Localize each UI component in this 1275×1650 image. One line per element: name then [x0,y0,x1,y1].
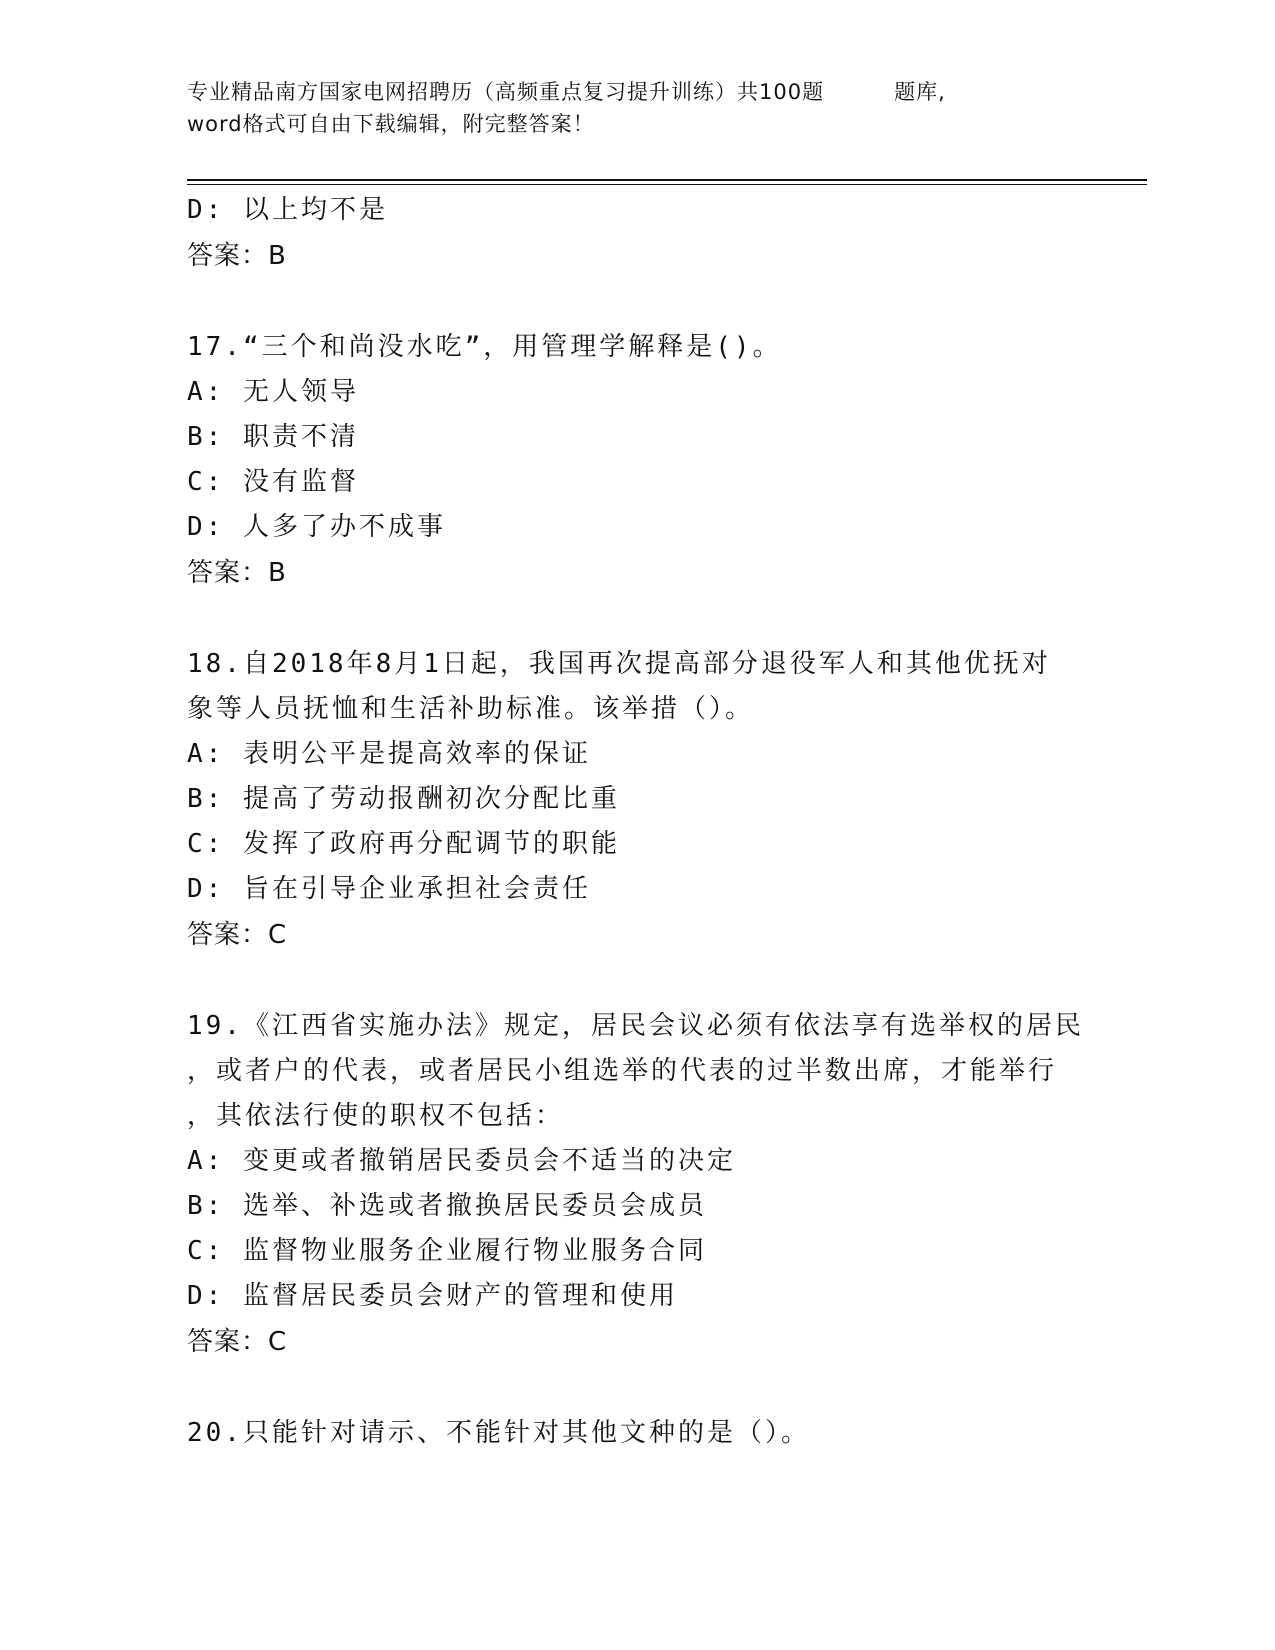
answer: 答案：B [187,558,287,588]
option-b: B: 职责不清 [187,422,359,452]
option-d: D: 以上均不是 [187,195,388,225]
question-18 [187,642,1087,958]
option-b: B: 提高了劳动报酬初次分配比重 [187,784,620,814]
option-d: D: 人多了办不成事 [187,512,446,542]
question-17 [187,325,1087,596]
option-b: B: 选举、补选或者撤换居民委员会成员 [187,1191,707,1221]
page-header [187,76,1107,140]
header-title-suffix: 题库, [894,80,946,104]
answer: 答案：C [187,1327,288,1357]
option-a: A: 无人领导 [187,377,359,407]
question-text: 18.自2018年8月1日起，我国再次提高部分退役军人和其他优抚对 [187,649,1051,679]
question-text: 17.“三个和尚没水吃”，用管理学解释是()。 [187,332,782,362]
option-c: C: 监督物业服务企业履行物业服务合同 [187,1236,707,1266]
question-list [187,188,1087,1456]
option-a: A: 表明公平是提高效率的保证 [187,739,591,769]
option-d: D: 旨在引导企业承担社会责任 [187,874,591,904]
question-text: 19.《江西省实施办法》规定，居民会议必须有依法享有选举权的居民 [187,1011,1084,1041]
option-a: A: 变更或者撤销居民委员会不适当的决定 [187,1146,736,1176]
option-c: C: 没有监督 [187,467,359,497]
header-title: 专业精品南方国家电网招聘历（高频重点复习提升训练）共100题 [187,80,825,104]
option-c: C: 发挥了政府再分配调节的职能 [187,829,620,859]
question-text: ，或者户的代表，或者居民小组选举的代表的过半数出席，才能举行 [187,1056,1058,1086]
answer: 答案：C [187,920,288,950]
header-line-1 [187,76,1107,108]
header-divider [187,179,1147,181]
question-20 [187,1411,1087,1456]
question-text: 20.只能针对请示、不能针对其他文种的是（）。 [187,1418,810,1448]
question-19 [187,1004,1087,1365]
question-text: 象等人员抚恤和生活补助标准。该举措（）。 [187,694,755,724]
header-line-2: word格式可自由下载编辑，附完整答案！ [187,112,595,136]
header-divider-thin [187,184,1147,185]
option-d: D: 监督居民委员会财产的管理和使用 [187,1281,678,1311]
question-text: ，其依法行使的职权不包括： [187,1101,565,1131]
answer: 答案：B [187,241,287,271]
